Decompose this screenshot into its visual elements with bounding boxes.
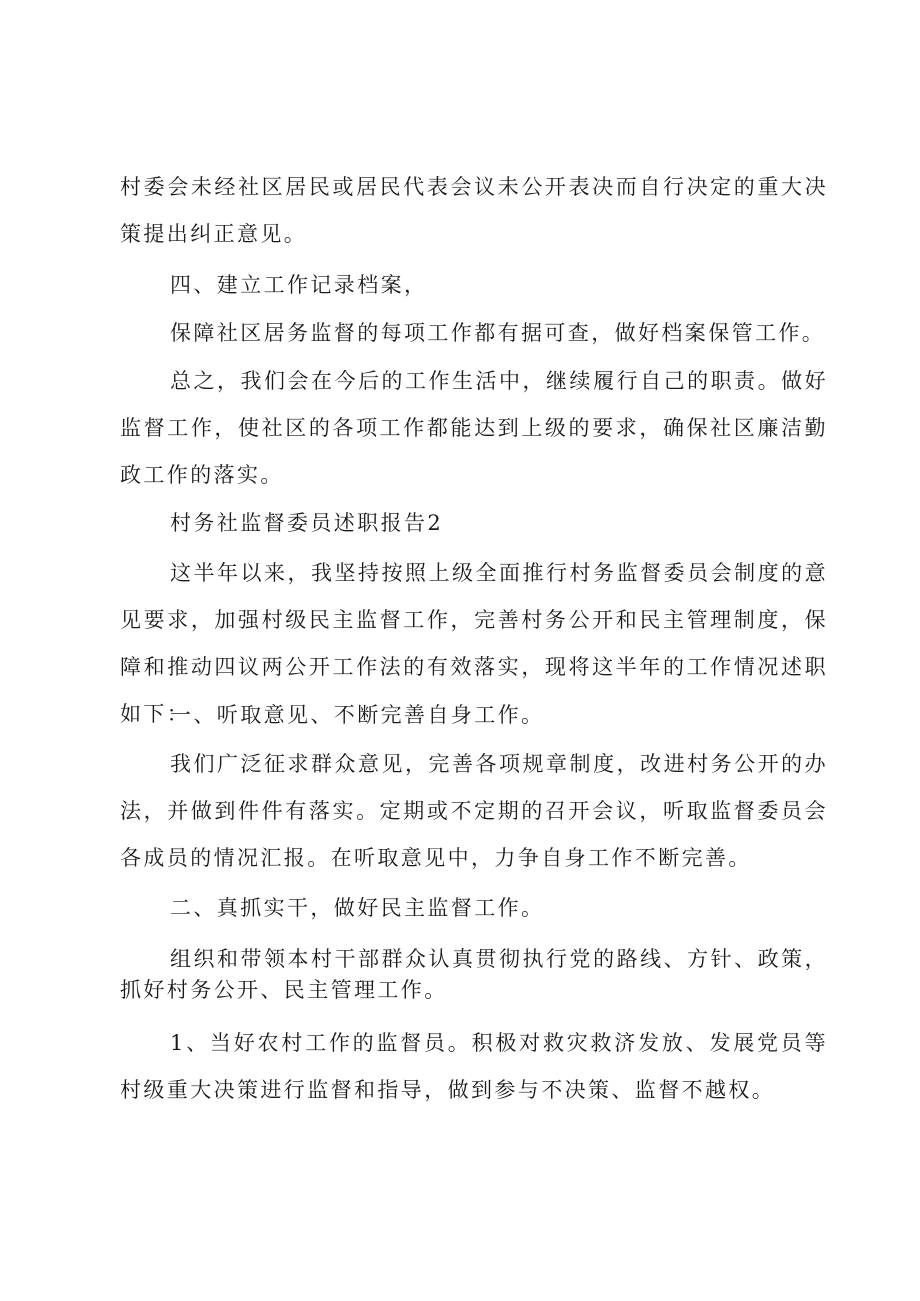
report-title: 村务社监督委员述职报告2 [170, 511, 444, 535]
paragraph-continuation: 村委会未经社区居民或居民代表会议未公开表决而自行决定的重大决策提出纠正意见。 [120, 175, 828, 246]
section-heading-four: 四、建立工作记录档案， [170, 273, 428, 297]
paragraph-opinions: 我们广泛征求群众意见，完善各项规章制度，改进村务公开的办法，并做到件件有落实。定期或不定期的召开会议，听取监督委员会各成员的情况汇报。在听取意见中，力争自身工作不断完善。 [120, 752, 828, 870]
paragraph-supervisor: 1、当好农村工作的监督员。积极对救灾救济发放、发展党员等村级重大决策进行监督和指导，做到参与不决策、监督不越权。 [120, 1031, 828, 1102]
paragraph-intro: 这半年以来，我坚持按照上级全面推行村务监督委员会制度的意见要求，加强村级民主监督工作，完善村务公开和民主管理制度，保障和推动四议两公开工作法的有效落实，现将这半年的工作情况述职如下： [120, 561, 828, 726]
section-heading-two: 二、真抓实干，做好民主监督工作。 [170, 896, 545, 920]
paragraph-summary: 总之，我们会在今后的工作生活中，继续履行自己的职责。做好监督工作，使社区的各项工作都能达到上级的要求，确保社区廉洁勤政工作的落实。 [120, 369, 828, 487]
section-heading-one: 一、听取意见、不断完善自身工作。 [170, 703, 545, 727]
paragraph-archive: 保障社区居务监督的每项工作都有据可查，做好档案保管工作。 [170, 321, 826, 345]
paragraph-organize: 组织和带领本村干部群众认真贯彻执行党的路线、方针、政策，抓好村务公开、民主管理工作。 [120, 947, 828, 1002]
